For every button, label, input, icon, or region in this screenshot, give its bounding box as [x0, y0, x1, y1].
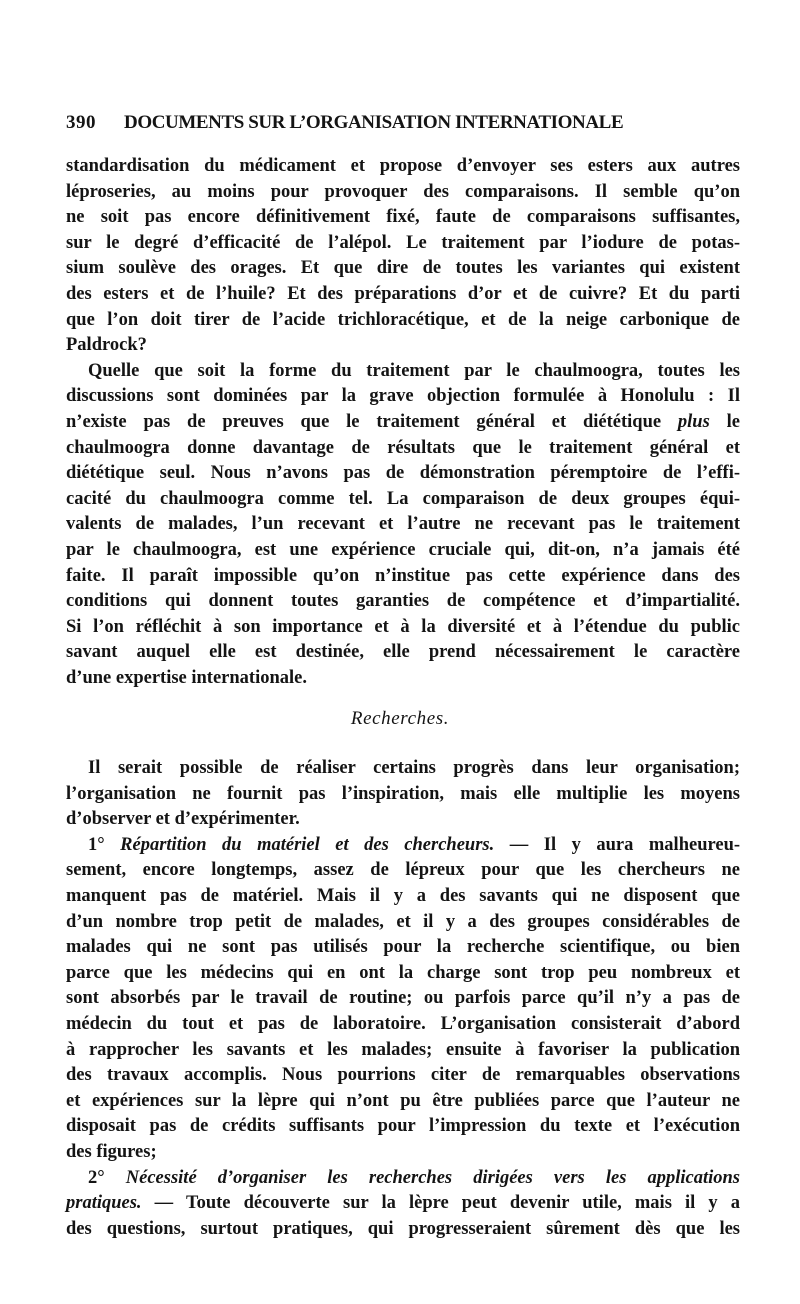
text-line: conditions qui donnent toutes garanties de compétence et d’impartialité.: [66, 591, 740, 612]
text-line: discussions sont dominées par la grave objection formulée à Honolulu : Il: [66, 386, 740, 407]
text-line: d’observer et d’expérimenter.: [66, 809, 300, 830]
text-line: manquent pas de matériel. Mais il y a des savants qui ne disposent que: [66, 885, 740, 906]
text-line: des questions, surtout pratiques, qui progresseraient sûrement dès que les: [66, 1218, 740, 1239]
section-heading: Recherches.: [350, 708, 450, 729]
text-line: ne soit pas encore définitivement fixé, faute de comparaisons suffisantes,: [66, 207, 740, 228]
text-line: parce que les médecins qui en ont la charge sont trop peu nombreux et: [66, 962, 740, 983]
item-title-continued: pratiques.: [66, 1193, 142, 1214]
text-line: par le chaulmoogra, est une expérience cruciale qui, dit-on, n’a jamais été: [66, 539, 740, 560]
item-title: Répartition du matériel et des chercheurs.: [120, 834, 495, 855]
text-line: [66, 410, 740, 436]
body-text-top: [66, 154, 740, 691]
text-line: Paldrock?: [66, 335, 147, 356]
text-line: Il serait possible de réaliser certains progrès dans leur organisation;: [88, 758, 740, 778]
text-line: [66, 1166, 740, 1192]
text-line: que l’on doit tirer de l’acide trichloracétique, et de la neige carbonique de: [66, 309, 740, 330]
item-number: 2°: [88, 1167, 105, 1188]
text-line: sement, encore longtemps, assez de lépreux pour que les chercheurs ne: [66, 860, 740, 881]
item-number: 1°: [88, 834, 105, 855]
text-line: standardisation du médicament et propose d’envoyer ses esters aux autres: [66, 156, 740, 176]
running-title: DOCUMENTS SUR L’ORGANISATION INTERNATIONALE: [124, 112, 624, 133]
text-line: Si l’on réfléchit à son importance et à la diversité et à l’étendue du public: [66, 616, 740, 637]
text-line: l’organisation ne fournit pas l’inspiration, mais elle multiplie les moyens: [66, 783, 740, 804]
item-title: Nécessité d’organiser les recherches dirigées vers les applications: [125, 1167, 741, 1188]
text-line: et expériences sur la lèpre qui n’ont pu être publiées parce que l’auteur ne: [66, 1090, 740, 1111]
text-line: diététique seul. Nous n’avons pas de démonstration péremptoire de l’effi-: [66, 463, 740, 484]
text-line: des figures;: [66, 1141, 157, 1162]
text-line: faite. Il paraît impossible qu’on n’institue pas cette expérience dans des: [66, 565, 740, 586]
italic-word: plus: [677, 411, 710, 432]
text-line: sur le degré d’efficacité de l’alépol. Le traitement par l’iodure de potas-: [66, 232, 740, 253]
text-line: léproseries, au moins pour provoquer des comparaisons. Il semble qu’on: [66, 181, 740, 202]
text-line: des travaux accomplis. Nous pourrions citer de remarquables observations: [66, 1065, 740, 1086]
text-segment: n’existe pas de preuves que le traitement général et diététique: [66, 411, 662, 432]
text-segment: — Toute découverte sur la lèpre peut devenir utile, mais il y a: [154, 1193, 740, 1214]
text-line: valents de malades, l’un recevant et l’autre ne recevant pas le traitement: [66, 514, 740, 535]
body-text-bottom: [66, 756, 740, 1242]
text-line: cacité du chaulmoogra comme tel. La comparaison de deux groupes équi-: [66, 488, 740, 509]
text-line: disposait pas de crédits suffisants pour l’impression du texte et l’exécution: [66, 1116, 740, 1137]
page-number: 390: [66, 112, 96, 133]
text-segment: — Il y aura malheureu-: [509, 834, 741, 855]
text-line: médecin du tout et pas de laboratoire. L’organisation consisterait d’abord: [66, 1013, 740, 1034]
text-line: sont absorbés par le travail de routine; ou parfois parce qu’il n’y a pas de: [66, 988, 740, 1009]
text-line: d’une expertise internationale.: [66, 667, 307, 688]
running-header: [66, 112, 706, 134]
text-line: à rapprocher les savants et les malades; ensuite à favoriser la publication: [66, 1039, 740, 1060]
text-line: d’un nombre trop petit de malades, et il y a des groupes considérables de: [66, 911, 740, 932]
text-line: [66, 833, 740, 859]
text-line: sium soulève des orages. Et que dire de toutes les variantes qui existent: [66, 258, 740, 279]
text-line: chaulmoogra donne davantage de résultats que le traitement général et: [66, 437, 740, 458]
text-line: savant auquel elle est destinée, elle prend nécessairement le caractère: [66, 642, 740, 663]
text-line: [66, 1191, 740, 1217]
text-segment: le: [726, 411, 741, 432]
text-line: des esters et de l’huile? Et des préparations d’or et de cuivre? Et du parti: [66, 283, 740, 304]
text-line: Quelle que soit la forme du traitement par le chaulmoogra, toutes les: [88, 360, 740, 381]
text-line: malades qui ne sont pas utilisés pour la recherche scientifique, ou bien: [66, 937, 740, 958]
